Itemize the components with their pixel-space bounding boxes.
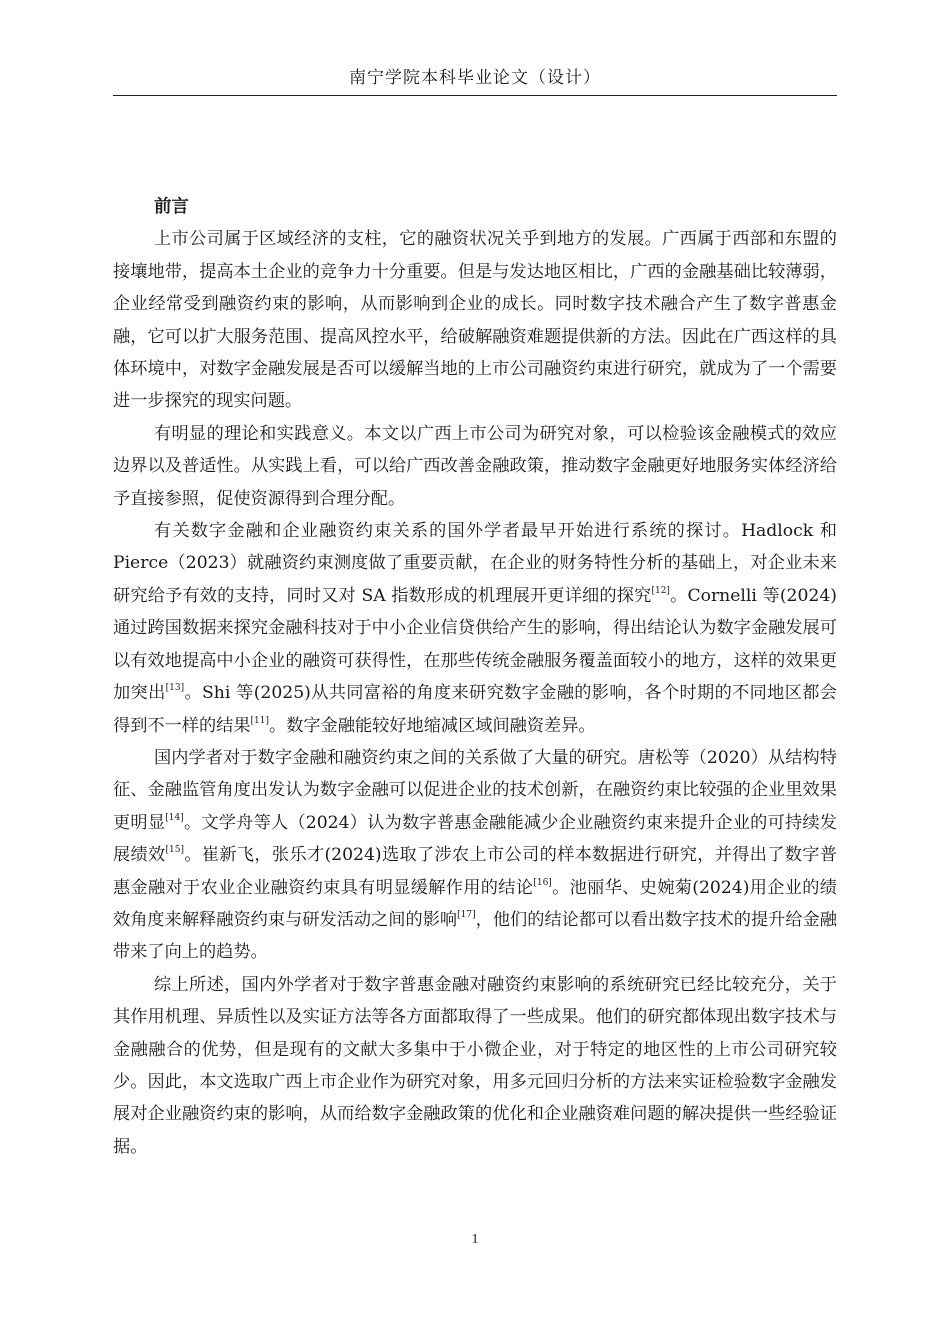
paragraph-text: 。Shi 等(2025)从共同富裕的角度来研究数字金融的影响，各个时期的不同地区都会得到不一样的结果 xyxy=(113,683,837,736)
citation-ref-11: [11] xyxy=(250,715,269,726)
paragraph-5 xyxy=(113,969,837,1163)
paragraph-text: 。文学舟等人（2024）认为数字普惠金融能减少企业融资约束来提升企业的可持续发展绩效 xyxy=(113,812,837,866)
page-header-title: 南宁学院本科毕业论文（设计） xyxy=(349,68,601,88)
citation-ref-14: [14] xyxy=(165,812,184,823)
citation-ref-15: [15] xyxy=(165,845,185,856)
section-title: 前言 xyxy=(154,197,189,217)
paragraph-text: 。Cornelli 等(2024)通过跨国数据来探究金融科技对于中小企业信贷供给产生的影响，得出结论认为数字金融发展可以有效地提高中小企业的融资可获得性，在那些传统金融服务覆盖面较小的地方，这样的效果更加突出 xyxy=(113,585,838,704)
paragraph-text: 。池丽华、史婉菊(2024)用企业的绩效角度来解释融资约束与研发活动之间的影响 xyxy=(113,877,837,930)
paragraph-text: 有关数字金融和企业融资约束关系的国外学者最早开始进行系统的探讨。Hadlock 和 Pierce（2023）就融资约束测度做了重要贡献，在企业的财务特性分析的基础上，对企业未来研究给予有效的支持，同时又对 SA 指数形成的机理展开更详细的探究 xyxy=(113,521,837,606)
citation-ref-17: [17] xyxy=(457,909,476,920)
paragraph-2 xyxy=(113,418,837,515)
document-body xyxy=(113,191,837,1163)
header-divider xyxy=(113,95,837,96)
paragraph-3 xyxy=(113,515,837,742)
paragraph-text: 上市公司属于区域经济的支柱，它的融资状况关乎到地方的发展。广西属于西部和东盟的接壤地带，提高本土企业的竞争力十分重要。但是与发达地区相比，广西的金融基础比较薄弱，企业经常受到融资约束的影响，从而影响到企业的成长。同时数字技术融合产生了数字普惠金融，它可以扩大服务范围、提高风控水平，给破解融资难题提供新的方法。因此在广西这样的具体环境中，对数字金融发展是否可以缓解当地的上市公司融资约束进行研究，就成为了一个需要进一步探究的现实问题。 xyxy=(113,229,837,412)
citation-ref-12: [12] xyxy=(651,585,670,596)
paragraph-text: 国内学者对于数字金融和融资约束之间的关系做了大量的研究。唐松等（2020）从结构特征、金融监管角度出发认为数字金融可以促进企业的技术创新，在融资约束比较强的企业里效果更明显 xyxy=(113,747,837,833)
paragraph-1 xyxy=(113,223,837,417)
paragraph-text: 有明显的理论和实践意义。本文以广西上市公司为研究对象，可以检验该金融模式的效应边界以及普适性。从实践上看，可以给广西改善金融政策，推动数字金融更好地服务实体经济给予直接参照，促使资源得到合理分配。 xyxy=(113,423,837,509)
paragraph-text: ，他们的结论都可以看出数字技术的提升给金融带来了向上的趋势。 xyxy=(113,909,837,963)
citation-ref-13: [13] xyxy=(165,683,185,694)
paragraph-text: 综上所述，国内外学者对于数字普惠金融对融资约束影响的系统研究已经比较充分，关于其作用机理、异质性以及实证方法等各方面都取得了一些成果。他们的研究都体现出数字技术与金融融合的优势，但是现有的文献大多集中于小微企业，对于特定的地区性的上市公司研究较少。因此，本文选取广西上市企业作为研究对象，用多元回归分析的方法来实证检验数字金融发展对企业融资约束的影响，从而给数字金融政策的优化和企业融资难问题的解决提供一些经验证据。 xyxy=(113,974,837,1157)
paragraph-text: 。数字金融能较好地缩减区域间融资差异。 xyxy=(269,715,596,736)
paragraph-4 xyxy=(113,742,837,969)
page-number: 1 xyxy=(471,1232,479,1247)
paragraph-text: 。崔新飞，张乐才(2024)选取了涉农上市公司的样本数据进行研究，并得出了数字普惠金融对于农业企业融资约束具有明显缓解作用的结论 xyxy=(113,845,837,898)
citation-ref-16: [16] xyxy=(533,877,552,888)
